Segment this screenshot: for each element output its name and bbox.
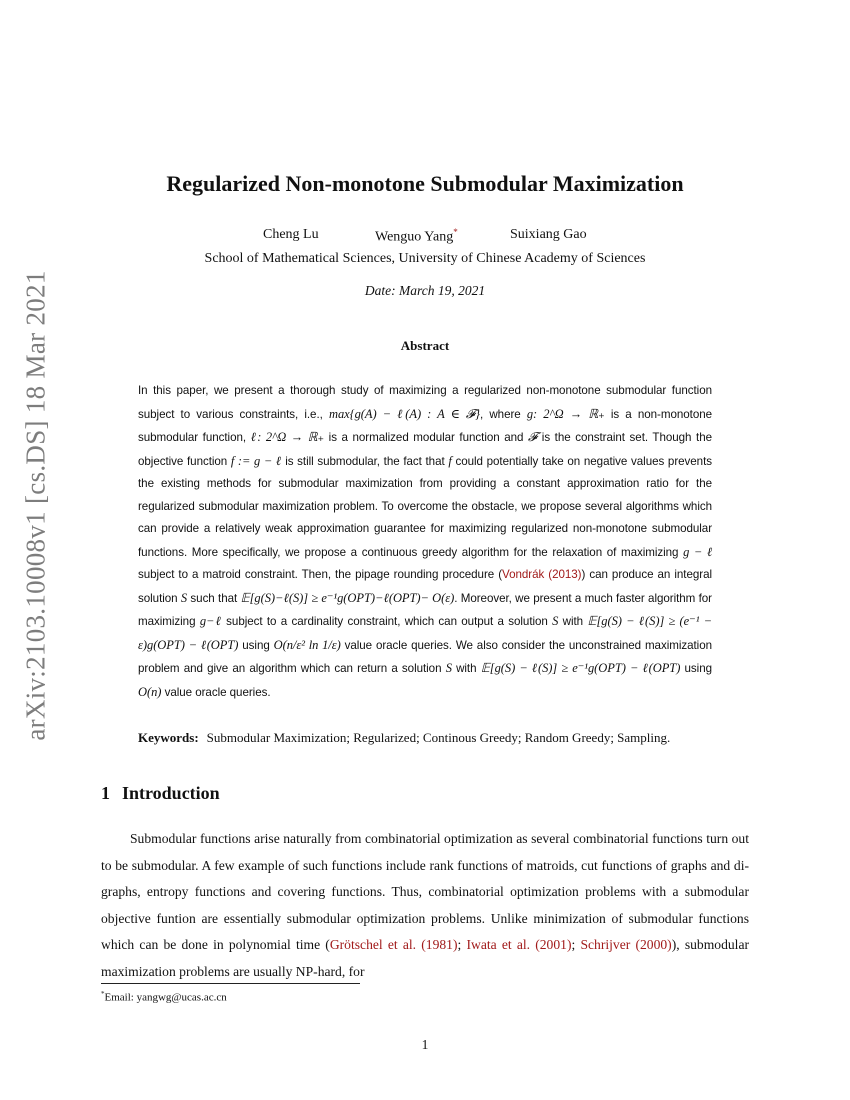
abstract-text: subject to a matroid constraint. Then, the pipage rounding procedure ( (138, 568, 503, 581)
abstract-text: subject to a cardinality constraint, which can output a solution (221, 615, 553, 628)
keywords-label: Keywords: (138, 730, 199, 745)
abstract-text: with (451, 662, 481, 675)
footnote-mark: * (101, 990, 105, 998)
page-number: 1 (421, 1037, 429, 1052)
math-expression: f (448, 453, 452, 468)
paragraph (101, 826, 749, 985)
section-title: Introduction (122, 783, 220, 803)
math-expression: g−ℓ (199, 614, 222, 628)
abstract-text: In this paper, we present a thorough study of maximizing a regularized non-monotone submodular function subject to various constraints, i.e., (138, 384, 712, 421)
citation-link[interactable]: Schrijver (2000) (580, 937, 672, 952)
citation-link[interactable]: Grötschel et al. (1981) (329, 937, 458, 952)
abstract-text: value oracle queries. We also consider the unconstrained maximization problem and give an algorithm which can return a solution (138, 638, 713, 675)
body-text: ; (457, 937, 467, 952)
citation-link[interactable]: Vondrák (2013) (502, 568, 582, 581)
abstract-heading: Abstract (400, 338, 450, 353)
author-name-with-mark (375, 227, 458, 246)
abstract-text: . Moreover, we present a much faster algorithm for maximizing (138, 591, 712, 628)
math-expression: g: 2^Ω → ℝ₊ (526, 406, 605, 421)
math-expression: O(n/ε² ln 1/ε) (273, 637, 341, 652)
abstract-text: , where (480, 407, 527, 421)
paper-title: Regularized Non-monotone Submodular Maximization (166, 171, 684, 196)
math-expression: S (552, 614, 559, 628)
math-expression: g − ℓ (683, 544, 712, 559)
body-text: Submodular functions arise naturally from combinatorial optimization as several combinatorial functions turn out to be submodular. A few example of such functions include rank functions of matroids, cut functions of graphs and di-graphs, entropy functions and covering functions. Thus, combinatorial optimization problems with a submodular objective funtion are essentially submodular optimization problems. Unlike minimization of submodular functions which can be done in polynomial time ( (101, 831, 749, 952)
author-name: Suixiang Gao (510, 227, 587, 242)
math-expression: O(n) (138, 684, 162, 699)
abstract-text: ) can produce an integral solution (138, 568, 712, 605)
author-name: Wenguo Yang (375, 229, 454, 245)
author-name: Cheng Lu (263, 227, 319, 242)
keywords-line (138, 730, 738, 746)
footnote-mark-link[interactable]: * (453, 227, 458, 237)
math-expression: ℓ: 2^Ω → ℝ₊ (250, 430, 325, 444)
abstract-text: value oracle queries. (161, 685, 271, 699)
body-text: ; (571, 937, 581, 952)
author-list (263, 227, 593, 247)
abstract-body (138, 380, 712, 704)
math-expression: S (180, 590, 188, 605)
affiliation: School of Mathematical Sciences, University of Chinese Academy of Sciences (204, 251, 646, 266)
abstract-text: could potentially take on negative values prevents the existing methods for submodular maximization from providing a constant approximation ratio for the regularized submodular maximization problem. To overcome the obstacle, we propose several algorithms which can provide a relatively weak approximation guarantee for maximizing regularized non-monotone submodular functions. More specifically, we propose a continuous greedy algorithm for the relaxation of maximizing (138, 454, 712, 559)
paper-date: Date: March 19, 2021 (364, 283, 486, 298)
math-expression: 𝓕 (528, 430, 538, 444)
footnote-divider (101, 983, 360, 984)
abstract-text: with (558, 615, 588, 628)
abstract-text: is the constraint set. Though the objective function (138, 431, 713, 468)
abstract-text: is a normalized modular function and (324, 431, 529, 444)
section-heading-introduction (101, 783, 220, 804)
arxiv-identifier: arXiv:2103.10008v1 [cs.DS] 18 Mar 2021 (20, 269, 51, 741)
abstract-text: such that (187, 591, 241, 605)
arxiv-sidebar-stamp (10, 262, 62, 748)
keywords-text: Submodular Maximization; Regularized; Continous Greedy; Random Greedy; Sampling. (206, 730, 671, 745)
footnote-text: Email: yangwg@ucas.ac.cn (104, 991, 227, 1004)
citation-link[interactable]: Iwata et al. (2001) (466, 937, 572, 952)
math-expression: 𝔼[g(S)−ℓ(S)] ≥ e⁻¹g(OPT)−ℓ(OPT)− O(ε) (240, 590, 455, 605)
abstract-text: using (238, 638, 274, 652)
abstract-text: is a non-monotone submodular function, (138, 407, 713, 444)
math-expression: 𝔼[g(S) − ℓ(S)] ≥ e⁻¹g(OPT) − ℓ(OPT) (480, 661, 681, 675)
math-expression: S (445, 661, 452, 675)
footnote (101, 990, 227, 1004)
abstract-text: is still submodular, the fact that (281, 454, 449, 468)
abstract-text: using (680, 662, 712, 675)
introduction-body (101, 826, 749, 985)
section-number: 1 (101, 783, 110, 803)
math-expression: max{g(A) − ℓ(A) : A ∈ 𝓕} (328, 406, 480, 421)
math-expression: f := g − ℓ (230, 453, 282, 468)
body-text: ), submodular maximization problems are usually NP-hard, for (101, 937, 750, 979)
math-expression: 𝔼[g(S) − ℓ(S)] ≥ (e⁻¹ − ε)g(OPT) − ℓ(OPT) (138, 614, 713, 652)
